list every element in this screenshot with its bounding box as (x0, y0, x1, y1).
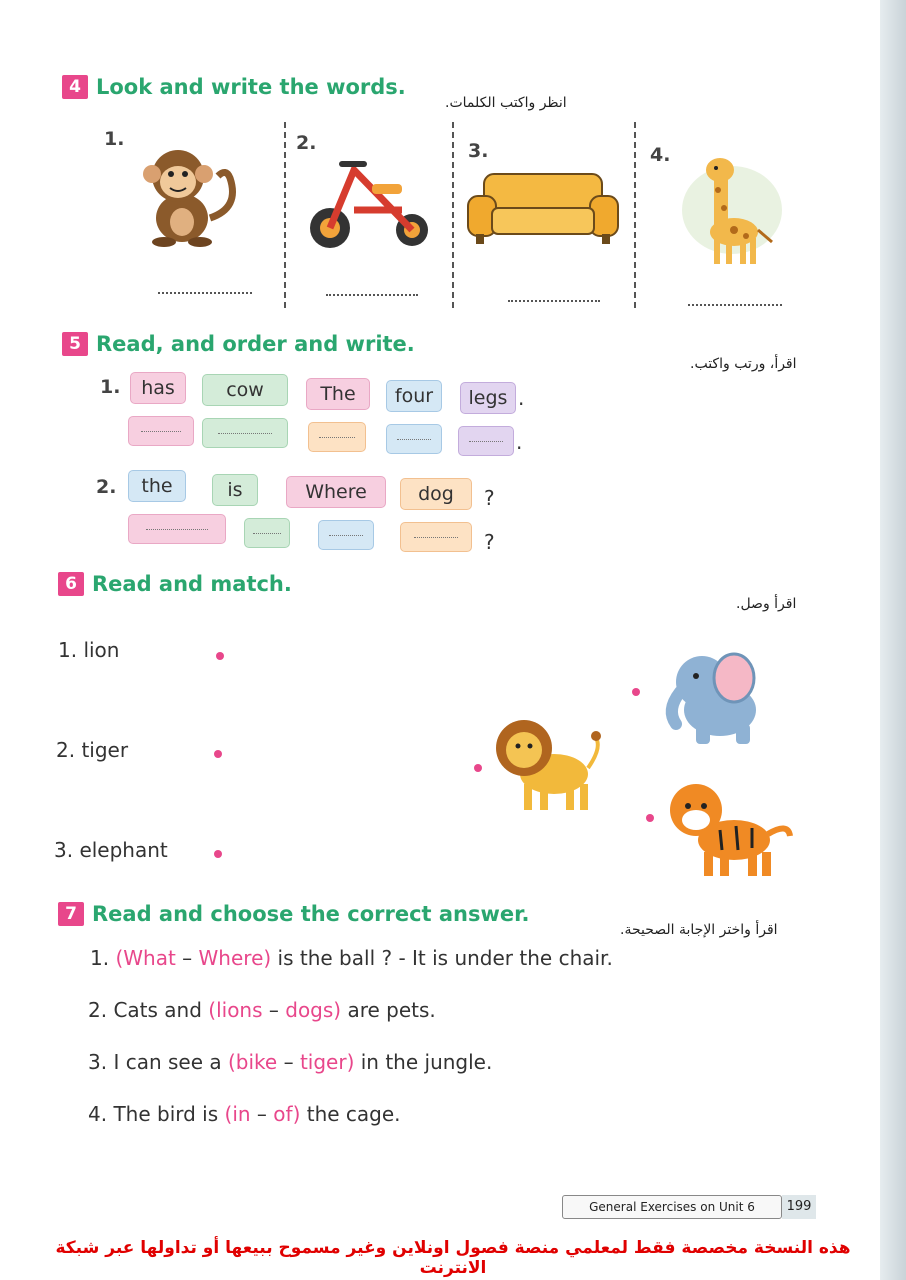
match-dot[interactable] (474, 764, 482, 772)
monkey-icon (130, 138, 242, 250)
item-number: 3. (468, 140, 489, 162)
section-4-title: Look and write the words. (96, 75, 406, 99)
word-chip: cow (202, 374, 288, 406)
option-1[interactable]: (in (224, 1102, 251, 1126)
tricycle-icon (302, 150, 436, 254)
section-5-number: 5 (62, 332, 88, 356)
section-6-title: Read and match. (92, 572, 292, 596)
option-1[interactable]: (What (115, 946, 176, 970)
match-word: 1. lion (58, 638, 120, 662)
match-dot[interactable] (632, 688, 640, 696)
match-dot[interactable] (214, 750, 222, 758)
option-2[interactable]: tiger) (299, 1050, 355, 1074)
answer-box[interactable] (202, 418, 288, 448)
answer-line[interactable] (688, 304, 782, 306)
divider (284, 122, 286, 308)
answer-box[interactable] (128, 514, 226, 544)
divider (452, 122, 454, 308)
item-number: 2. (96, 476, 117, 498)
question-line (88, 998, 436, 1022)
section-6-heading (58, 572, 292, 596)
section-7-heading (58, 902, 529, 926)
question-text: Cats and (113, 998, 209, 1022)
section-5-title: Read, and order and write. (96, 332, 415, 356)
page-number: 199 (782, 1195, 816, 1219)
footer-label (562, 1195, 782, 1219)
item-number: 2. (296, 132, 317, 154)
question-text: I can see a (113, 1050, 228, 1074)
section-6-arabic: اقرأ وصل. (736, 596, 797, 612)
page-edge (880, 0, 906, 1280)
question-text: is the ball ? - It is under the chair. (271, 946, 613, 970)
question-number: 3. (88, 1050, 108, 1074)
word-chip: Where (286, 476, 386, 508)
footer-label-text: General Exercises on Unit 6 (589, 1200, 755, 1214)
period-mark: . (516, 430, 523, 454)
option-separator: – (250, 1102, 274, 1126)
match-dot[interactable] (216, 652, 224, 660)
answer-box[interactable] (386, 424, 442, 454)
match-dot[interactable] (646, 814, 654, 822)
answer-line[interactable] (158, 292, 252, 294)
option-separator: – (262, 998, 286, 1022)
section-7-title: Read and choose the correct answer. (92, 902, 530, 926)
answer-box[interactable] (318, 520, 374, 550)
section-7-arabic: اقرأ واختر الإجابة الصحيحة. (620, 922, 778, 938)
giraffe-icon (676, 150, 786, 270)
divider (634, 122, 636, 308)
option-2[interactable]: of) (273, 1102, 301, 1126)
question-number: 4. (88, 1102, 108, 1126)
answer-box[interactable] (400, 522, 472, 552)
question-number: 1. (90, 946, 110, 970)
sofa-icon (464, 170, 622, 246)
section-4-number: 4 (62, 75, 88, 99)
lion-icon (488, 708, 608, 816)
option-separator: – (175, 946, 199, 970)
question-number: 2. (88, 998, 108, 1022)
word-chip: has (130, 372, 186, 404)
word-chip: dog (400, 478, 472, 510)
word-chip: the (128, 470, 186, 502)
section-7-number: 7 (58, 902, 84, 926)
section-5-heading (62, 332, 415, 356)
question-text: in the jungle. (354, 1050, 493, 1074)
item-number: 1. (100, 376, 121, 398)
answer-line[interactable] (326, 294, 418, 296)
answer-line[interactable] (508, 300, 600, 302)
answer-box[interactable] (458, 426, 514, 456)
match-word: 2. tiger (56, 738, 129, 762)
word-chip: The (306, 378, 370, 410)
question-line (88, 1102, 401, 1126)
question-mark: ? (484, 530, 495, 554)
match-dot[interactable] (214, 850, 222, 858)
option-1[interactable]: (bike (228, 1050, 278, 1074)
option-2[interactable]: Where) (198, 946, 272, 970)
item-number: 1. (104, 128, 125, 150)
copyright-notice: هذه النسخة مخصصة فقط لمعلمي منصة فصول اونلاين وغير مسموح ببيعها أو تداولها عبر شبكة الانترنت (55, 1238, 851, 1278)
section-5-arabic: اقرأ، ورتب واكتب. (690, 356, 797, 372)
word-chip: is (212, 474, 258, 506)
section-6-number: 6 (58, 572, 84, 596)
answer-box[interactable] (244, 518, 290, 548)
answer-box[interactable] (308, 422, 366, 452)
elephant-icon (656, 640, 770, 748)
period-mark: . (518, 386, 525, 410)
question-line (88, 1050, 492, 1074)
word-chip: legs (460, 382, 516, 414)
option-separator: – (277, 1050, 300, 1074)
question-text: are pets. (341, 998, 436, 1022)
item-number: 4. (650, 144, 671, 166)
question-mark: ? (484, 486, 495, 510)
option-1[interactable]: (lions (208, 998, 263, 1022)
question-text: The bird is (113, 1102, 225, 1126)
word-chip: four (386, 380, 442, 412)
question-line (90, 946, 613, 970)
option-2[interactable]: dogs) (285, 998, 342, 1022)
section-4-heading (62, 75, 406, 99)
tiger-icon (660, 774, 796, 882)
section-4-arabic: انظر واكتب الكلمات. (445, 95, 567, 111)
question-text: the cage. (300, 1102, 401, 1126)
match-word: 3. elephant (54, 838, 168, 862)
answer-box[interactable] (128, 416, 194, 446)
